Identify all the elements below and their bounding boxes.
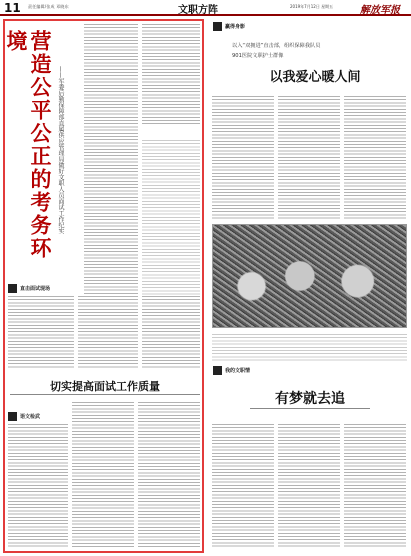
main-subtitle: ——军委后勤保障部直属供应管理局做好文职人员面试工作纪实 <box>57 66 64 234</box>
right-text-col5 <box>212 424 274 548</box>
section-label: 赢得身影 <box>225 24 246 30</box>
feature-divider <box>10 394 200 395</box>
section-header-right-top <box>213 22 245 31</box>
right-text-col2 <box>278 96 340 220</box>
right-headline-2: 有梦就去追 <box>275 391 345 407</box>
section-header-language <box>8 412 40 421</box>
article-text-col8 <box>138 402 200 548</box>
article-text-col1 <box>84 24 138 296</box>
right-text-col3 <box>344 96 406 220</box>
section-marker-icon <box>8 284 17 293</box>
right-text-col1 <box>212 96 274 220</box>
article-text-col2b <box>142 140 200 296</box>
right-text-col6 <box>278 424 340 548</box>
right-text-col4 <box>212 334 407 362</box>
kicker-line1: 以入“双拥进”直击部，组织保障我队员 <box>232 43 321 49</box>
section-label: 直击面试现场 <box>20 286 51 292</box>
masthead <box>0 0 411 16</box>
feature-title: 切实提高面试工作质量 <box>50 380 160 393</box>
section-marker-icon <box>213 22 222 31</box>
article-text-col6 <box>8 424 68 548</box>
section-header-right-bottom <box>213 366 250 375</box>
main-title: 营造公平公正的考务环境 <box>4 30 53 260</box>
kicker-line2: 901医院文职护士群像 <box>232 53 284 59</box>
right-headline: 以我爱心暖人间 <box>269 70 361 85</box>
section-label: 语文检武 <box>20 414 41 420</box>
news-photo <box>212 224 407 328</box>
page-number: 11 <box>4 1 21 15</box>
article-text-col5 <box>142 296 200 368</box>
section-label: 我的文职情 <box>225 368 251 374</box>
section-marker-icon <box>8 412 17 421</box>
issue-date: 2019年7月12日 星期五 <box>290 4 334 9</box>
article-text-col4 <box>78 296 138 368</box>
right-divider <box>250 408 370 409</box>
section-marker-icon <box>213 366 222 375</box>
editor-meta: 责任编辑/张成 邓晓东 <box>28 4 69 9</box>
article-text-col7 <box>72 402 134 548</box>
newspaper-logo: 解放军报 <box>360 5 400 16</box>
column-title: 文职方阵 <box>178 5 218 16</box>
article-text-col2 <box>142 24 200 124</box>
article-text-col3 <box>8 296 74 368</box>
right-text-col7 <box>344 424 406 548</box>
section-header-interview <box>8 284 50 293</box>
